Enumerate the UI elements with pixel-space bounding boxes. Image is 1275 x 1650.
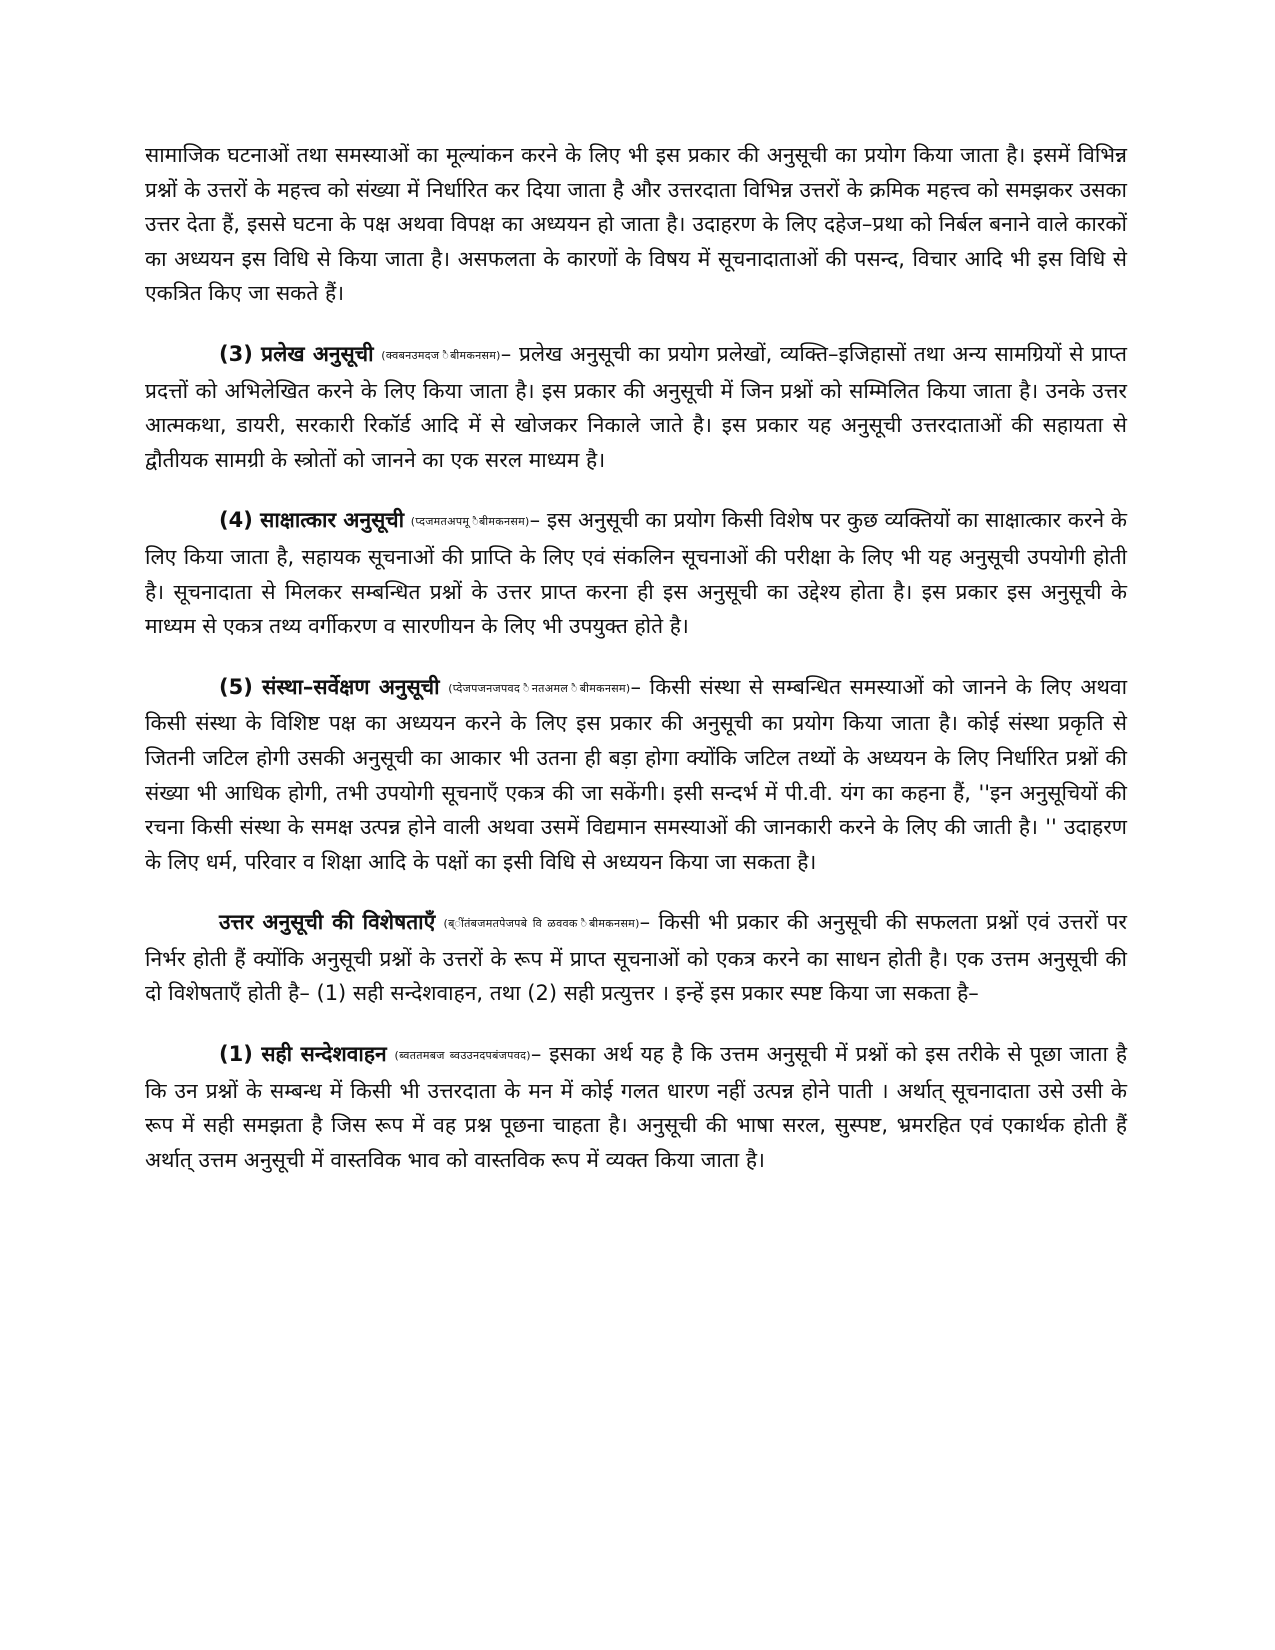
english-term: (प्देजपजनजपवद ैनतअमल ैबीमकनसम) (448, 681, 631, 695)
paragraph-correct-communication (145, 1037, 1127, 1177)
paragraph-characteristics (145, 905, 1127, 1011)
paragraph-evaluation (145, 138, 1127, 311)
document-page (145, 138, 1127, 1177)
paragraph-institution-survey-schedule (145, 670, 1127, 880)
section-heading: उत्तर अनुसूची की विशेषताएँ (219, 910, 436, 935)
english-term: (क्वबनउमदज ैबीमकनसम) (381, 348, 501, 362)
paragraph-text: – प्रलेख अनुसूची का प्रयोग प्रलेखों, व्यक्ति–इजिहासों तथा अन्य सामग्रियों से प्राप्त प्रदत्तों को अभिलेखित करने के लिए किया जाता है। इस प्रकार की अनुसूची में जिन प्रश्नों को सम्मिलित किया जाता है। उनके उत्तर आत्मकथा, डायरी, सरकारी रिकॉर्ड आदि में से खोजकर निकाले जाते है। इस प्रकार यह अनुसूची उत्तरदाताओं की सहायता से द्वौतीयक सामग्री के स्त्रोतों को जानने का एक सरल माध्यम है। (145, 341, 1127, 472)
paragraph-document-schedule (145, 337, 1127, 477)
paragraph-text: – किसी भी प्रकार की अनुसूची की सफलता प्रश्नों एवं उत्तरों पर निर्भर होती हैं क्योंकि अनुसूची प्रश्नों के उत्तरों के रूप में प्राप्त सूचनाओं को एकत्र करने का साधन होती है। एक उत्तम अनुसूची की दो विशेषताएँ होती है– (1) सही सन्देशवाहन, तथा (2) सही प्रत्युत्तर । इन्हें इस प्रकार स्पष्ट किया जा सकता है– (145, 910, 1127, 1006)
english-term: (ब्ींतंबजमतपेजपबे वि ळववक ैबीमकनसम) (443, 917, 640, 931)
paragraph-text: – इसका अर्थ यह है कि उत्तम अनुसूची में प्रश्नों को इस तरीके से पूछा जाता है कि उन प्रश्नों के सम्बन्ध में किसी भी उत्तरदाता के मन में कोई गलत धारण नहीं उत्पन्न होने पाती । अर्थात् सूचनादाता उसे उसी के रूप में सही समझता है जिस रूप में वह प्रश्न पूछना चाहता है। अनुसूची की भाषा सरल, सुस्पष्ट, भ्रमरहित एवं एकार्थक होती हैं अर्थात् उत्तम अनुसूची में वास्तविक भाव को वास्तविक रूप में व्यक्त किया जाता है। (145, 1042, 1127, 1172)
paragraph-text: – इस अनुसूची का प्रयोग किसी विशेष पर कुछ व्यक्तियों का साक्षात्कार करने के लिए किया जाता है, सहायक सूचनाओं की प्राप्ति के लिए एवं संकलिन सूचनाओं की परीक्षा के लिए भी यह अनुसूची उपयोगी होती है। सूचनादाता से मिलकर सम्बन्धित प्रश्नों के उत्तर प्राप्त करना ही इस अनुसूची का उद्देश्य होता है। इस प्रकार इस अनुसूची के माध्यम से एकत्र तथ्य वर्गीकरण व सारणीयन के लिए भी उपयुक्त होते है। (145, 508, 1128, 639)
paragraph-interview-schedule (145, 503, 1127, 643)
paragraph-text: सामाजिक घटनाओं तथा समस्याओं का मूल्यांकन करने के लिए भी इस प्रकार की अनुसूची का प्रयोग किया जाता है। इसमें विभिन्न प्रश्नों के उत्तरों के महत्त्व को संख्या में निर्धारित कर दिया जाता है और उत्तरदाता विभिन्न उत्तरों के क्रमिक महत्त्व को समझकर उसका उत्तर देता हैं, इससे घटना के पक्ष अथवा विपक्ष का अध्ययन हो जाता है। उदाहरण के लिए दहेज–प्रथा को निर्बल बनाने वाले कारकों का अध्ययन इस विधि से किया जाता है। असफलता के कारणों के विषय में सूचनादाताओं की पसन्द, विचार आदि भी इस विधि से एकत्रित किए जा सकते हैं। (145, 143, 1127, 306)
english-term: (प्दजमतअपमू ैबीमकनसम) (410, 515, 530, 529)
paragraph-text: – किसी संस्था से सम्बन्धित समस्याओं को जानने के लिए अथवा किसी संस्था के विशिष्ट पक्ष का अध्ययन करने के लिए इस प्रकार की अनुसूची का प्रयोग किया जाता है। कोई संस्था प्रकृति से जितनी जटिल होगी उसकी अनुसूची का आकार भी उतना ही बड़ा होगा क्योंकि जटिल तथ्यों के अध्ययन के लिए निर्धारित प्रश्नों की संख्या भी आधिक होगी, तभी उपयोगी सूचनाएँ एकत्र की जा सकेंगी। इसी सन्दर्भ में पी.वी. यंग का कहना हैं, ''इन अनुसूचियों की रचना किसी संस्था के समक्ष उत्पन्न होने वाली अथवा उसमें विद्यमान समस्याओं की जानकारी करने के लिए की जाती है। '' उदाहरण के लिए धर्म, परिवार व शिक्षा आदि के पक्षों का इसी विधि से अध्ययन किया जा सकता है। (145, 674, 1128, 874)
section-heading: (3) प्रलेख अनुसूची (219, 341, 374, 366)
english-term: (ब्वततमबज ब्वउउनदपबंजपवद) (394, 1049, 531, 1063)
section-heading: (4) साक्षात्कार अनुसूची (219, 508, 405, 533)
section-heading: (5) संस्था–सर्वेक्षण अनुसूची (219, 674, 440, 699)
section-heading: (1) सही सन्देशवाहन (219, 1042, 387, 1067)
